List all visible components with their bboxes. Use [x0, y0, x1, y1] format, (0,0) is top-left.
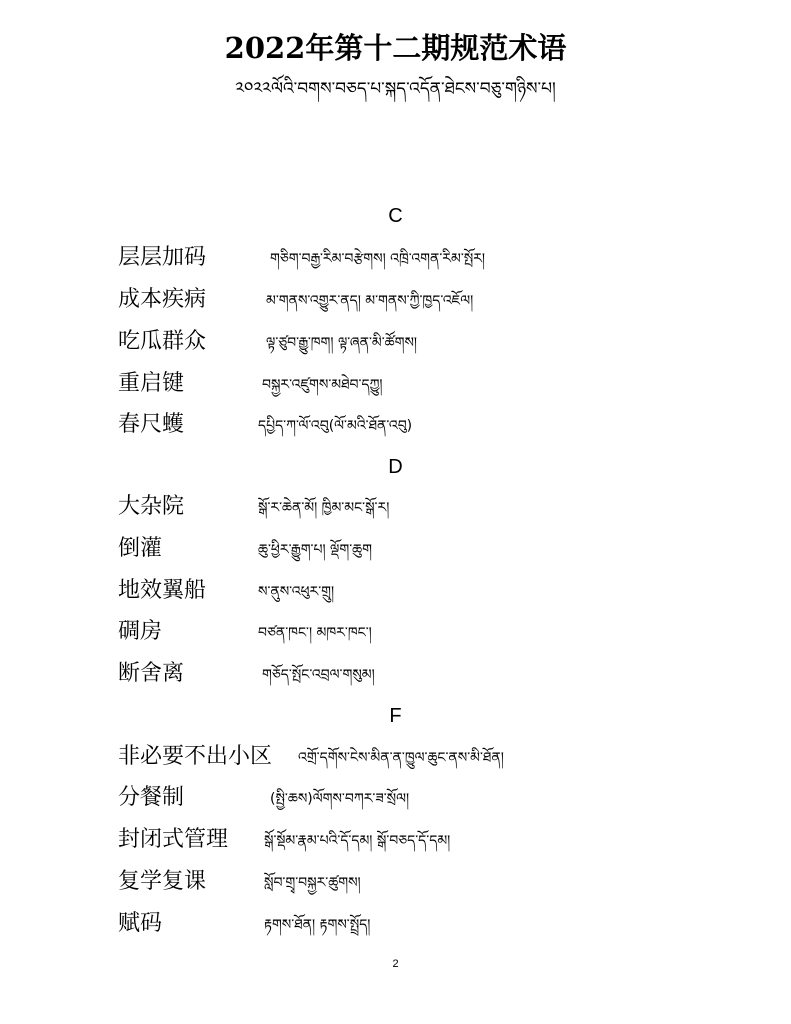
term-entry [118, 657, 778, 691]
term-entry [118, 615, 778, 649]
term-entry [118, 408, 778, 442]
term-tibetan: བཙན་ཁང་། མཁར་ཁང་། [258, 625, 372, 641]
term-tibetan: ལྟ་ཙུབ་རྒྱུ་ཁག། ལྟ་ཞན་མི་ཚོགས། [266, 335, 418, 351]
term-entry [118, 241, 778, 275]
term-entry [118, 823, 778, 857]
section-letter-d: D [388, 456, 403, 478]
section-letter-c: C [388, 205, 403, 227]
term-entry [118, 865, 778, 899]
term-entry [118, 283, 778, 317]
term-chinese: 断舍离 [118, 661, 185, 686]
term-tibetan: འགྲོ་དགོས་ངེས་མིན་ན་ཁྱུལ་ཆུང་ནས་མི་ཐོན། [298, 750, 504, 766]
section-letter-f: F [389, 705, 402, 727]
term-tibetan: རྟགས་ཐོན། རྟགས་སྤྲོད། [264, 917, 371, 933]
term-tibetan: ཆུ་ཕྱིར་རྒྱུག་པ། ལྡོག་ཆུག [258, 542, 372, 558]
term-tibetan: གཅིག་བརྒྱ་རིམ་བརྩེགས། འཁྲི་འགན་རིམ་སྤོར། [270, 251, 486, 267]
page-number: 2 [392, 958, 399, 970]
term-entry [118, 781, 778, 815]
term-entry [118, 532, 778, 566]
term-chinese: 倒灌 [118, 536, 163, 561]
term-chinese: 分餐制 [118, 785, 185, 810]
term-entry [118, 490, 778, 524]
term-chinese: 重启键 [118, 371, 185, 396]
term-tibetan: དཔྱིད་ཀ་ལོ་འབུ(ལོ་མའི་ཐོན་འབུ) [258, 418, 413, 434]
term-chinese: 封闭式管理 [118, 827, 229, 852]
term-tibetan: མ་གནས་འགྱུར་ནད། མ་གནས་ཀྱི་ཁྱད་འཇོལ། [266, 293, 474, 309]
term-chinese: 春尺蠖 [118, 412, 185, 437]
term-chinese: 成本疾病 [118, 287, 207, 312]
term-tibetan: གཅོད་སྤོང་འབྲལ་གསུམ། [262, 667, 375, 683]
term-entry [118, 907, 778, 941]
term-chinese: 吃瓜群众 [118, 329, 207, 354]
term-tibetan: ས་ནུས་འཕུར་གྲུ། [258, 584, 335, 600]
term-chinese: 碉房 [118, 619, 163, 644]
term-entry [118, 574, 778, 608]
page-subtitle-tibetan: ༢༠༢༢ལོའི་བགས་བཅད་པ་སྐད་འདོན་ཐེངས་བཅུ་གཉིས་པ། [235, 79, 556, 99]
page-title: 2022年第十二期规范术语 [224, 31, 567, 65]
term-chinese: 赋码 [118, 911, 163, 936]
term-tibetan: སྒོ་སྡོམ་རྣམ་པའི་དོ་དམ། སྒོ་བཅད་དོ་དམ། [264, 833, 451, 849]
term-chinese: 复学复课 [118, 869, 207, 894]
term-chinese: 地效翼船 [118, 578, 207, 603]
term-tibetan: བསྐྱར་འཛུགས་མཐེབ་དཀྱུ། [262, 377, 383, 393]
term-entry [118, 367, 778, 401]
term-chinese: 非必要不出小区 [118, 744, 273, 769]
term-chinese: 层层加码 [118, 245, 207, 270]
term-tibetan: (སྤྱི་ཆས)ལོགས་བཀར་ཟ་སྲོལ། [270, 791, 410, 807]
term-tibetan: སྒོ་ར་ཆེན་མོ། ཁྱིམ་མང་སྒོ་ར། [258, 500, 390, 516]
term-tibetan: སློབ་གྲྭ་བསྐྱར་ཚུགས། [264, 875, 361, 891]
term-chinese: 大杂院 [118, 494, 185, 519]
term-entry [118, 325, 778, 359]
term-entry [118, 740, 778, 774]
